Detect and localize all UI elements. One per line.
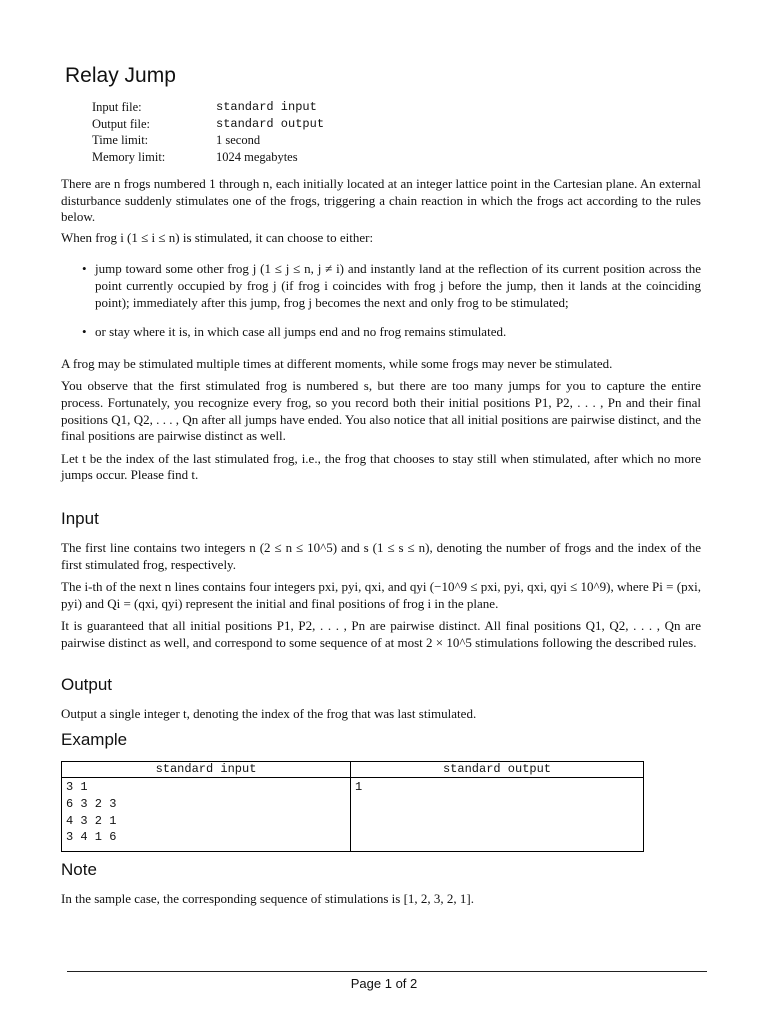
footer-divider xyxy=(67,971,707,972)
input-section xyxy=(61,540,701,652)
meta-key: Input file: xyxy=(92,100,142,114)
problem-meta xyxy=(92,99,324,165)
meta-row-memory xyxy=(92,149,324,166)
statement-observe: You observe that the first stimulated frog is numbered s, but there are too many jumps for you to capture the entire process. Fortunately, you recognize every frog, so you record both their initial positions P1, P2, . . . , Pn and their final positions Q1, Q2, . . . , Qn after all jumps have ended. You also notice that all initial positions are pairwise distinct, and the final positions are pairwise distinct as well. xyxy=(61,378,701,444)
example-input-cell: 3 1 6 3 2 3 4 3 2 1 3 4 1 6 xyxy=(62,778,351,852)
meta-value: standard input xyxy=(216,100,317,114)
meta-row-output xyxy=(92,116,324,133)
note-section xyxy=(61,891,701,908)
meta-key: Memory limit: xyxy=(92,149,166,164)
meta-value: 1024 megabytes xyxy=(216,149,298,164)
statement-let-t: Let t be the index of the last stimulated frog, i.e., the frog that chooses to stay still when stimulated, after which no more jumps occur. Please find t. xyxy=(61,450,701,483)
rule-text: or stay where it is, in which case all jumps end and no frog remains stimulated. xyxy=(95,324,507,340)
input-paragraph: The i-th of the next n lines contains four integers pxi, pyi, qxi, and qyi (−10^9 ≤ pxi, pyi, qxi, qyi ≤ 10^9), where Pi = (pxi, pyi) and Qi = (qxi, qyi) represent the initial and final positions of frog i in the plane. xyxy=(61,579,701,611)
page-number: Page 1 of 2 xyxy=(350,976,418,991)
note-heading: Note xyxy=(61,860,97,879)
meta-key: Output file: xyxy=(92,116,150,131)
statement-multiple: A frog may be stimulated multiple times at different moments, while some frogs may never be stimulated. xyxy=(61,355,613,371)
example-table xyxy=(61,761,644,852)
meta-row-time xyxy=(92,132,324,149)
output-section xyxy=(61,706,701,723)
rule-item xyxy=(61,261,701,311)
example-header-row xyxy=(62,762,644,778)
bullet-icon: • xyxy=(82,324,87,340)
statement-when: When frog i (1 ≤ i ≤ n) is stimulated, it can choose to either: xyxy=(61,229,374,245)
example-data-row xyxy=(62,778,644,852)
output-paragraph: Output a single integer t, denoting the index of the frog that was last stimulated. xyxy=(61,706,477,721)
rule-item xyxy=(61,324,701,341)
rule-text: jump toward some other frog j (1 ≤ j ≤ n, j ≠ i) and instantly land at the reflection of its current position across the point currently occupied by frog j (if frog i coincides with frog j before the jump, then it lands at the coinciding point); immediately after this jump, frog j becomes the next and only frog to be stimulated; xyxy=(95,261,701,310)
input-paragraph: It is guaranteed that all initial positions P1, P2, . . . , Pn are pairwise distinct. All final positions Q1, Q2, . . . , Qn are pairwise distinct as well, and correspond to some sequence of at most 2 × 10^5 stimulations following the described rules. xyxy=(61,618,701,650)
statement xyxy=(61,176,701,484)
example-col-output: standard output xyxy=(351,762,644,778)
meta-key: Time limit: xyxy=(92,133,149,147)
statement-intro: There are n frogs numbered 1 through n, each initially located at an integer lattice point in the Cartesian plane. An external disturbance suddenly stimulates one of the frogs, triggering a chain reaction in which the frogs act according to the rules below. xyxy=(61,176,701,225)
meta-row-input xyxy=(92,99,324,116)
input-paragraph: The first line contains two integers n (2 ≤ n ≤ 10^5) and s (1 ≤ s ≤ n), denoting the number of frogs and the index of the first stimulated frog, respectively. xyxy=(61,540,701,572)
note-paragraph: In the sample case, the corresponding sequence of stimulations is [1, 2, 3, 2, 1]. xyxy=(61,891,475,906)
bullet-icon: • xyxy=(82,261,87,277)
problem-title: Relay Jump xyxy=(65,64,176,87)
input-heading: Input xyxy=(61,509,99,528)
meta-value: 1 second xyxy=(216,133,261,147)
example-heading: Example xyxy=(61,730,128,749)
example-col-input: standard input xyxy=(62,762,351,778)
example-output-cell: 1 xyxy=(351,778,644,852)
rule-list xyxy=(61,261,701,340)
output-heading: Output xyxy=(61,675,113,694)
meta-value: standard output xyxy=(216,116,325,131)
